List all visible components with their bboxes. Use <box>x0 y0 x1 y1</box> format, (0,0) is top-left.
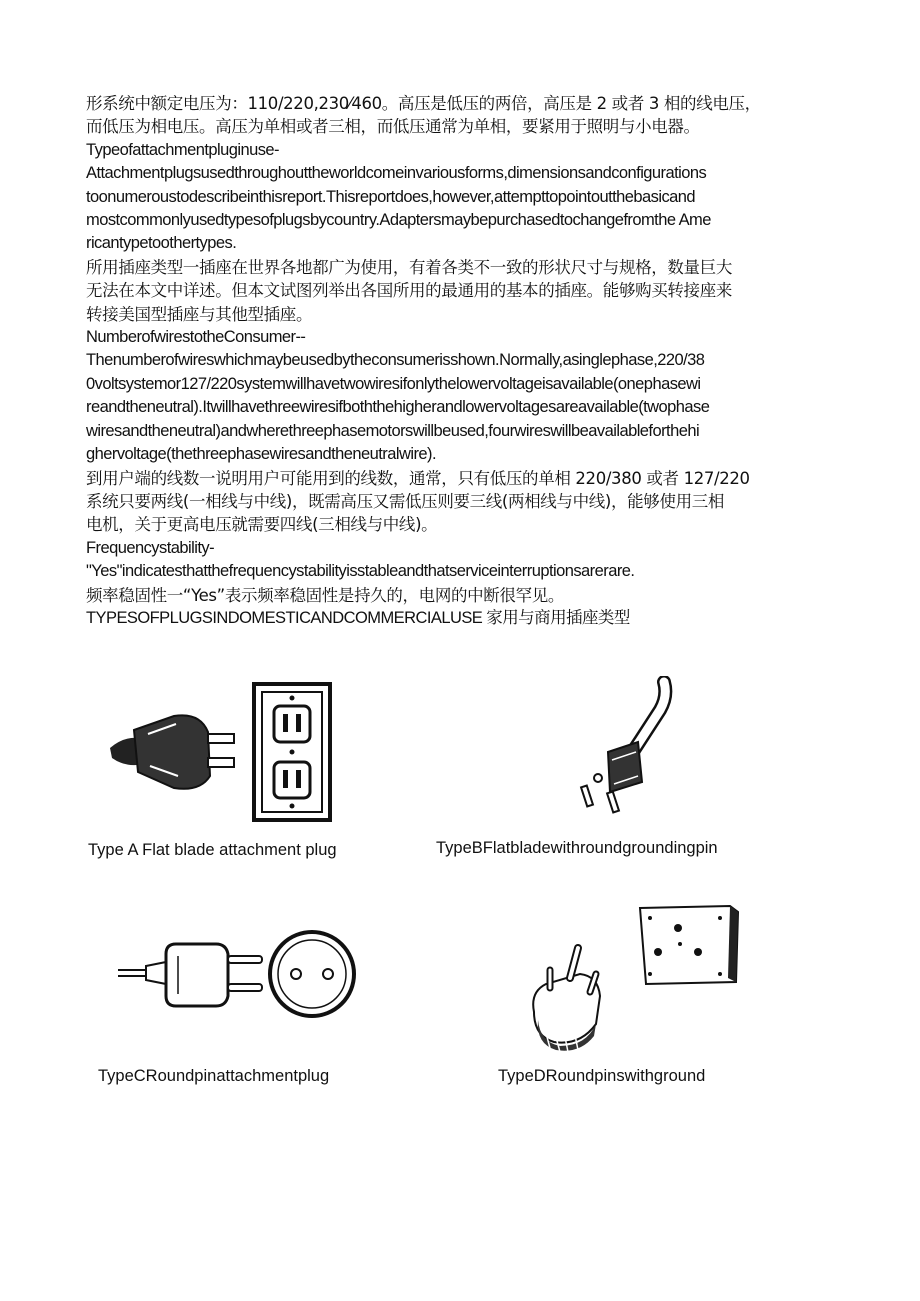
text-line: 形系统中额定电压为：110/220,230⁄460。高压是低压的两倍，高压是 2 或者 3 相的线电压， <box>86 94 761 113</box>
round-outlet-icon <box>270 932 354 1016</box>
type-d-caption: TypeDRoundpinswithground <box>498 1067 706 1085</box>
text-line: 0voltsystemor127/220systemwillhavetwowiresifonlythelowervoltageisavailable(onephasewi <box>86 374 701 393</box>
type-c-caption: TypeCRoundpinattachmentplug <box>98 1067 330 1085</box>
text-line: toonumeroustodescribeinthisreport.Thisreportdoes,however,attempttopointoutthebasicand <box>86 187 696 206</box>
body-text <box>86 92 846 630</box>
section-heading: TYPESOFPLUGSINDOMESTICANDCOMMERCIALUSE 家用与商用插座类型 <box>86 608 630 627</box>
text-line: Thenumberofwireswhichmaybeusedbytheconsumerisshown.Normally,asinglephase,220/38 <box>86 351 705 370</box>
type-b-caption: TypeBFlatbladewithroundgroundingpin <box>436 839 718 857</box>
type-d-outlet-icon <box>640 906 738 984</box>
text-line: reandtheneutral).Itwillhavethreewiresifboththehigherandlowervoltagesareavailable(twophase <box>86 398 710 417</box>
type-a-caption: Type A Flat blade attachment plug <box>88 841 337 859</box>
type-d-illustration <box>520 896 750 1056</box>
text-line: 到用户端的线数一说明用户可能用到的线数，通常，只有低压的单相 220/380 或者 127/220 <box>86 468 750 488</box>
type-c-illustration <box>116 924 366 1034</box>
round-pin-plug-icon <box>166 944 228 1006</box>
text-line: 所用插座类型一插座在世界各地都广为使用，有着各类不一致的形状尺寸与规格，数量巨大 <box>86 257 733 277</box>
type-b-illustration <box>568 676 678 820</box>
text-line: 转接美国型插座与其他型插座。 <box>86 304 313 324</box>
text-line: ricantypetoothertypes. <box>86 234 237 253</box>
section-heading: Frequencystability- <box>86 538 215 557</box>
text-line: 而低压为相电压。高压为单相或者三相，而低压通常为单相，要紧用于照明与小电器。 <box>86 117 700 137</box>
text-line: "Yes"indicatesthatthefrequencystabilityisstableandthatserviceinterruptionsarerare. <box>86 562 635 581</box>
section-heading: NumberofwirestotheConsumer-- <box>86 328 306 347</box>
section-heading: Typeofattachmentpluginuse- <box>86 140 279 159</box>
text-line: 系统只要两线(一相线与中线)，既需高压又需低压则要三线(两相线与中线)，能够使用三相 <box>86 491 725 511</box>
text-line: wiresandtheneutral)andwherethreephasemotorswillbeused,fourwireswillbeavailableforthehi <box>86 421 700 440</box>
text-line: ghervoltage(thethreephasewiresandtheneutralwire). <box>86 445 437 464</box>
text-line: mostcommonlyusedtypesofplugsbycountry.Adaptersmaybepurchasedtochangefromthe Ame <box>86 211 711 230</box>
text-line: 无法在本文中详述。但本文试图列举出各国所用的最通用的基本的插座。能够购买转接座来 <box>86 281 733 301</box>
text-line: 电机，关于更高电压就需要四线(三相线与中线)。 <box>86 515 438 535</box>
text-line: 频率稳固性一“Yes”表示频率稳固性是持久的，电网的中断很罕见。 <box>86 585 565 605</box>
text-line: Attachmentplugsusedthroughouttheworldcomeinvariousforms,dimensionsandconfigurations <box>86 164 707 183</box>
type-a-illustration <box>104 676 344 828</box>
